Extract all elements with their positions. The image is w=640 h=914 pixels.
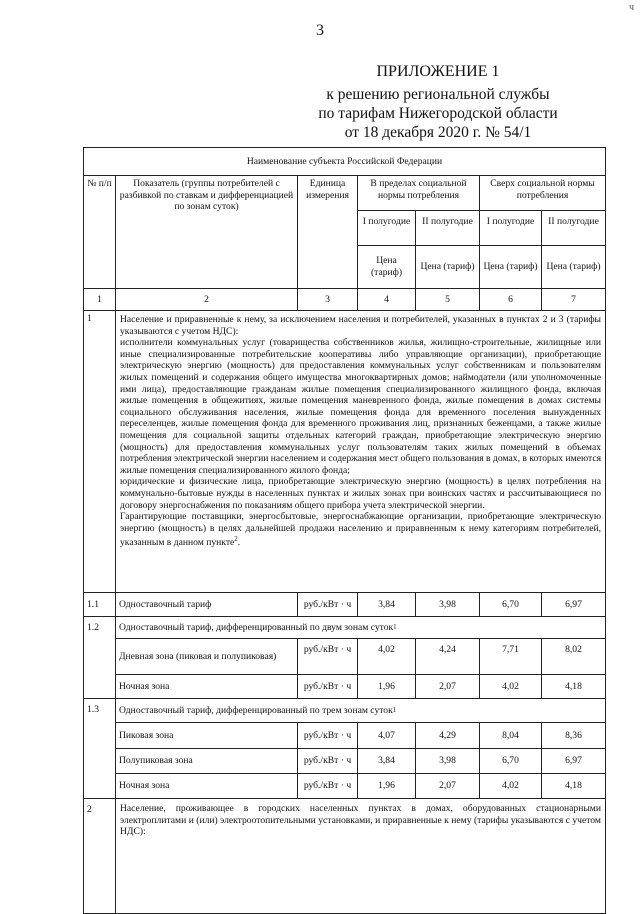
header-line-2: по тарифам Нижегородской области: [318, 105, 558, 122]
tariff-value: 4,24: [416, 639, 480, 675]
tariff-value: 4,18: [542, 675, 605, 699]
row-1-2-night-label: Ночная зона: [116, 675, 298, 699]
row-1-3-semipeak-label: Полупиковая зона: [116, 749, 298, 774]
column-number: 3: [298, 289, 358, 311]
corner-mark: ч: [628, 2, 634, 13]
header-within-half2: II полугодие: [416, 211, 480, 246]
tariff-value: 4,29: [416, 723, 480, 749]
row-1-3-number: 1.3: [84, 699, 116, 799]
row-1-3-semipeak-unit: руб./кВт · ч: [298, 749, 358, 774]
tariff-value: 8,04: [480, 723, 542, 749]
tariff-value: 1,96: [358, 675, 416, 699]
tariff-value: 4,02: [480, 675, 542, 699]
tariff-value: 3,84: [358, 749, 416, 774]
row-1-paragraph-1: исполнители коммунальных услуг (товарищества собственников жилья, жилищно-строительные, жилищные или иные специализированные потребительские кооперативы либо управляющие организации), приобретающие электрическую энергию (мощность) для предоставления коммунальных услуг собственникам и пользователям жилых помещений и содержания общего имущества многоквартирных домов; наймодатели (или уполномоченные ими лица), предоставляющие гражданам жилые помещения специализированного жилищного фонда, включая жилые помещения в общежитиях, жилые помещения маневренного фонда, жилые помещения в домах системы социального обслуживания населения, жилые помещения фонда для временного поселения вынужденных переселенцев, жилые помещения фонда для временного проживания лиц, признанных беженцами, а также жилые помещения для социальной защиты отдельных категорий граждан, приобретающие электрическую энергию (мощность) для предоставления коммунальных услуг пользователям таких жилых помещений в объемах потребления электрической энергии населением и содержания мест общего пользования в домах, в которых имеются жилые помещения специализированного жилого фонда;: [120, 337, 601, 476]
column-number: 4: [358, 289, 416, 311]
row-1-3-night-unit: руб./кВт · ч: [298, 774, 358, 799]
footnote-ref: 1: [393, 622, 397, 631]
tariff-value: 4,02: [358, 639, 416, 675]
tariff-value: 1,96: [358, 774, 416, 799]
row-1-3-peak-label: Пиковая зона: [116, 723, 298, 749]
tariff-value: 3,98: [416, 749, 480, 774]
header-within-half1: I полугодие: [358, 211, 416, 246]
row-1-intro: Население и приравненные к нему, за исключением населения и потребителей, указанных в пунктах 2 и 3 (тарифы указываются с учетом НДС):: [120, 314, 601, 337]
header-above-half2: II полугодие: [542, 211, 605, 246]
tariff-value: 4,07: [358, 723, 416, 749]
column-number: 7: [542, 289, 605, 311]
tariff-table: [83, 147, 606, 914]
tariff-value: 6,97: [542, 593, 605, 617]
row-1-2-day-label: Дневная зона (пиковая и полупиковая): [116, 639, 298, 675]
tariff-value: 3,98: [416, 593, 480, 617]
tariff-value: 6,70: [480, 749, 542, 774]
row-1-3-title-text: Одноставочный тариф, дифференцированный по трем зонам суток: [119, 704, 393, 716]
row-1-2-day-unit: руб./кВт · ч: [298, 639, 358, 675]
footnote-ref: 1: [392, 705, 397, 714]
row-1-paragraph-3-end: .: [237, 537, 241, 549]
row-1-2-night-unit: руб./кВт · ч: [298, 675, 358, 699]
row-1-2-title: [116, 617, 605, 639]
row-1-paragraph-3-text: Гарантирующие поставщики, энергосбытовые, энергоснабжающие организации, приобретающие электрическую энергию (мощность) в целях дальнейшей продажи населению и приравненным к нему категориям потребителей, указанным в данном пункте: [120, 511, 601, 549]
tariff-value: 4,02: [480, 774, 542, 799]
tariff-value: 6,97: [542, 749, 605, 774]
header-unit: Единица измерения: [298, 176, 358, 289]
row-1-1-unit: руб./кВт · ч: [298, 593, 358, 617]
footnote-ref: 2: [234, 535, 238, 544]
row-1-2-number: 1.2: [84, 617, 116, 699]
appendix-title: ПРИЛОЖЕНИЕ 1: [376, 63, 500, 80]
row-1-3-night-label: Ночная зона: [116, 774, 298, 799]
header-price-3: Цена (тариф): [480, 246, 542, 289]
row-2-description: Население, проживающее в городских населенных пунктах в домах, оборудованных стационарными электроплитами и (или) электроотопительными установками, и приравненные к нему (тарифы указываются с учетом НДС):: [120, 803, 601, 838]
row-1-1-number: 1.1: [84, 593, 116, 617]
header-price-2: Цена (тариф): [416, 246, 480, 289]
subject-title: Наименование субъекта Российской Федерации: [84, 148, 605, 176]
header-line-3: от 18 декабря 2020 г. № 54/1: [344, 124, 532, 141]
tariff-value: 3,84: [358, 593, 416, 617]
tariff-value: 4,18: [542, 774, 605, 799]
tariff-value: 2,07: [416, 774, 480, 799]
row-1-number: 1: [84, 311, 116, 593]
appendix-header: [298, 62, 578, 142]
header-above-norm: Сверх социальной нормы потребления: [480, 176, 605, 211]
header-line-1: к решению региональной службы: [326, 86, 550, 103]
tariff-value: 7,71: [480, 639, 542, 675]
tariff-value: 8,36: [542, 723, 605, 749]
row-1-3-title: [116, 699, 605, 723]
row-1-paragraph-2: юридические и физические лица, приобретающие электрическую энергию (мощность) в целях потребления на коммунально-бытовые нужды в населенных пунктах и жилых зонах при воинских частях и рассчитывающиеся по договору энергоснабжения по показаниям общего прибора учета электрической энергии.: [120, 476, 601, 511]
header-indicator: Показатель (группы потребителей с разбивкой по ставкам и дифференциацией по зонам суток): [116, 176, 298, 289]
row-2-number: 2: [84, 799, 116, 913]
row-1-paragraph-3: [120, 511, 601, 549]
header-above-half1: I полугодие: [480, 211, 542, 246]
column-number: 2: [116, 289, 298, 311]
column-number: 6: [480, 289, 542, 311]
page-number: 3: [316, 22, 324, 39]
tariff-value: 8,02: [542, 639, 605, 675]
tariff-value: 6,70: [480, 593, 542, 617]
row-1-3-peak-unit: руб./кВт · ч: [298, 723, 358, 749]
column-number: 5: [416, 289, 480, 311]
header-price-1: Цена (тариф): [358, 246, 416, 289]
header-no: № п/п: [84, 176, 116, 289]
row-1-2-title-text: Одноставочный тариф, дифференцированный по двум зонам суток: [119, 621, 394, 633]
column-number: 1: [84, 289, 116, 311]
tariff-value: 2,07: [416, 675, 480, 699]
header-price-4: Цена (тариф): [542, 246, 605, 289]
header-within-norm: В пределах социальной нормы потребления: [358, 176, 480, 211]
row-1-1-label: Одноставочный тариф: [116, 593, 298, 617]
row-1-description: [116, 311, 605, 593]
